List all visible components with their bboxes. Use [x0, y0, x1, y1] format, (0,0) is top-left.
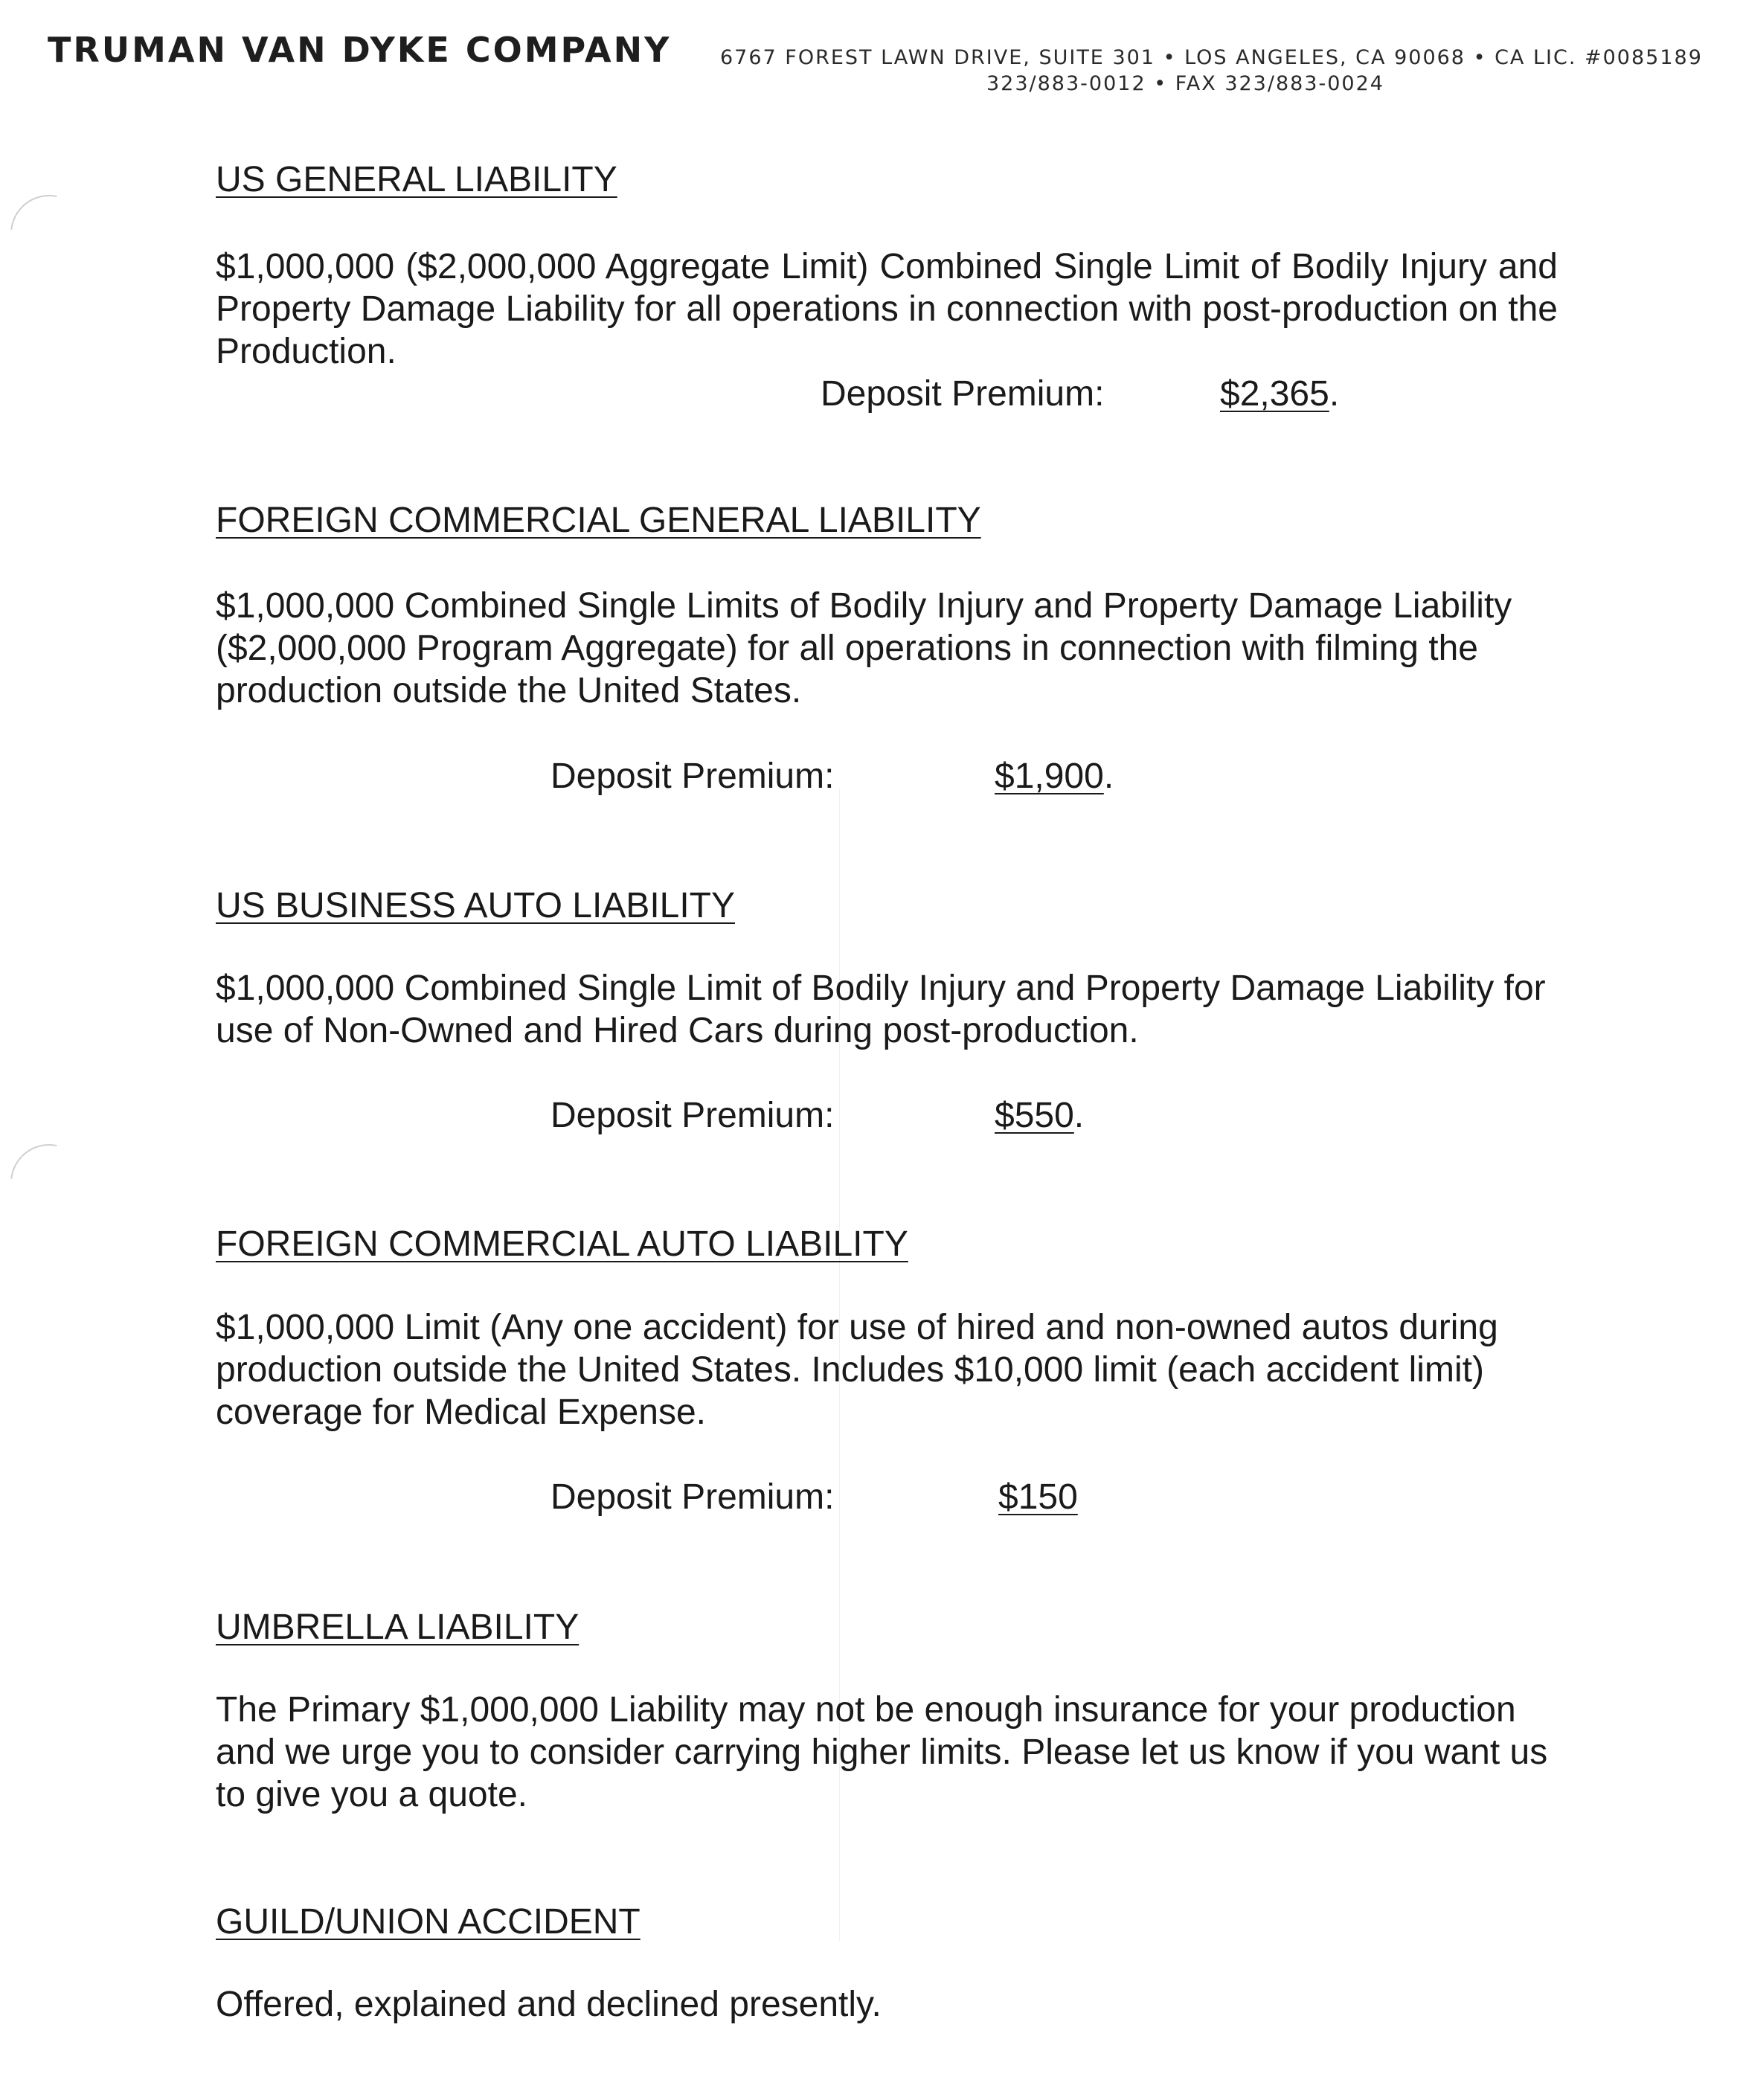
section-heading-us-general-liability: US GENERAL LIABILITY: [216, 160, 617, 199]
section-body-umbrella-liability: The Primary $1,000,000 Liability may not be enough insurance for your production and we urge you to consider carrying higher limits. Please let us know if you want us to give you a quote.: [216, 1690, 1548, 1814]
deposit-premium-value: [995, 756, 1114, 797]
deposit-premium-label: Deposit Premium:: [550, 1096, 835, 1135]
deposit-premium-period: .: [1103, 757, 1114, 796]
deposit-premium-amount: $150: [998, 1477, 1078, 1517]
company-phone-fax: 323/883-0012 • FAX 323/883-0024: [986, 72, 1384, 95]
section-heading-us-business-auto-liability: US BUSINESS AUTO LIABILITY: [216, 886, 736, 925]
punch-hole: [10, 195, 88, 272]
section-heading-umbrella-liability: UMBRELLA LIABILITY: [216, 1608, 580, 1647]
section-heading-foreign-commercial-general-liability: FOREIGN COMMERCIAL GENERAL LIABILITY: [216, 501, 981, 540]
deposit-premium-label: Deposit Premium:: [550, 757, 835, 796]
company-name: TRUMAN VAN DYKE COMPANY: [48, 30, 672, 70]
company-address: 6767 FOREST LAWN DRIVE, SUITE 301 • LOS ANGELES, CA 90068 • CA LIC. #0085189: [720, 46, 1703, 69]
deposit-premium-label: Deposit Premium:: [550, 1477, 835, 1517]
deposit-premium-value: [995, 1095, 1084, 1136]
deposit-premium-amount: $550: [995, 1096, 1074, 1135]
section-heading-guild-union-accident: GUILD/UNION ACCIDENT: [216, 1902, 641, 1942]
section-body-foreign-commercial-auto-liability: $1,000,000 Limit (Any one accident) for use of hired and non-owned autos during production outside the United States. Includes $10,000 limit (each accident limit) coverage for Medical Expense.: [216, 1308, 1498, 1432]
section-body-us-business-auto-liability: $1,000,000 Combined Single Limit of Bodily Injury and Property Damage Liability for use of Non-Owned and Hired Cars during post-production.: [216, 969, 1546, 1050]
section-body-guild-union-accident: Offered, explained and declined presently.: [216, 1985, 882, 2024]
punch-hole: [10, 1144, 88, 1221]
deposit-premium-period: .: [1329, 374, 1340, 414]
deposit-premium-value: [1220, 373, 1339, 414]
section-heading-foreign-commercial-auto-liability: FOREIGN COMMERCIAL AUTO LIABILITY: [216, 1224, 908, 1264]
section-body-foreign-commercial-general-liability: $1,000,000 Combined Single Limits of Bodily Injury and Property Damage Liability ($2,000,000 Program Aggregate) for all operations in connection with filming the production outside the United States.: [216, 586, 1512, 710]
deposit-premium-label: Deposit Premium:: [821, 374, 1105, 414]
deposit-premium-amount: $2,365: [1220, 374, 1329, 414]
deposit-premium-amount: $1,900: [995, 757, 1104, 796]
deposit-premium-value: [998, 1477, 1078, 1518]
section-body-us-general-liability: $1,000,000 ($2,000,000 Aggregate Limit) Combined Single Limit of Bodily Injury and Property Damage Liability for all operations in connection with post-production on the Production.: [216, 247, 1558, 371]
deposit-premium-period: .: [1073, 1096, 1085, 1135]
